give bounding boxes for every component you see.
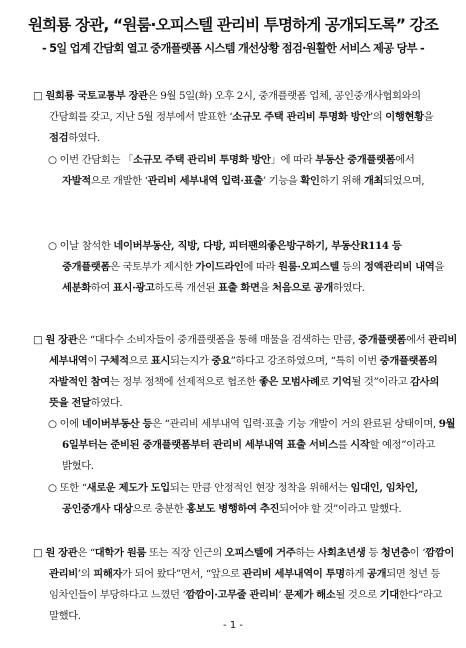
paragraph-service-launch [48,414,460,477]
body-text: 이에 [59,418,82,430]
body-text: 이번 간담회는 「 [59,154,133,166]
body-text: ’의 [369,111,386,123]
emphasized-text: 점검 [49,132,69,144]
emphasized-text: 표출 화면 [217,282,260,294]
body-text: 등 [365,547,381,559]
body-text: 으로 개발한 ‘ [90,175,148,187]
body-text: 하기 위해 [319,175,364,187]
body-text: ’ 기능을 [262,175,301,187]
paragraph-platform-disclosure [48,236,460,299]
square-bullet-icon: □ [33,547,43,559]
emphasized-text: 이행현황 [385,111,424,123]
emphasized-text: 기억 [332,376,352,388]
emphasized-text: 오피스텔에 거주 [224,547,296,559]
body-text: 은 9월 5일(화) 오후 2시, 중개플랫폼 업체, 공인중개사협회와의 간담회를 갖고, 지난 5월 정부에서 발표한 ‘ [49,90,421,123]
emphasized-text: 새로운 제도가 도입 [86,482,170,494]
emphasized-text: 자발적 [62,175,91,187]
paragraph-meeting-summary [33,86,461,149]
emphasized-text: 감사의 뜻을 전달 [49,376,439,409]
body-text: 으로 [128,355,151,367]
body-text: 할 예정”이라고 밝혔다. [62,439,435,472]
body-text: 되는 만큼 안정적인 현장 정착을 위해서는 [169,482,351,494]
body-text: 한다”라고 말했다. [49,589,443,622]
emphasized-text: 피해자 [93,568,123,580]
body-text: 을 [434,261,445,273]
body-text: 하였다. [68,132,100,144]
body-text: 될 것으로 [335,589,380,601]
emphasized-text: 사회초년생 [317,547,366,559]
emphasized-text: 깜깜이 관리비 [49,547,454,580]
emphasized-text: 중개플랫폼의 자발적인 참여 [49,355,438,388]
emphasized-text: 표시·광고 [112,282,155,294]
emphasized-text: 홍보도 병행하여 추진 [186,503,280,515]
emphasized-text: 좋은 모범사례 [258,376,320,388]
paragraph-meeting-purpose [48,150,460,192]
body-text: 은 “ [77,547,95,559]
body-text: 」에 따라 [270,154,316,166]
emphasized-text: 관리비 세부내역 [49,334,458,367]
emphasized-text: 중개플랫폼 [358,334,407,346]
paragraph-minister-remarks [33,330,461,414]
body-text: 하는 [295,547,318,559]
emphasized-text: 공개 [367,568,387,580]
emphasized-text: 개최 [363,175,384,187]
emphasized-text: 깜깜이·고무줄 관리비 [185,589,279,601]
body-text: 으로 충분한 [132,503,187,515]
circle-bullet-icon: ○ [48,240,57,252]
body-text: 될 것”이라고 [351,376,411,388]
circle-bullet-icon: ○ [48,154,57,166]
body-text: 을 [423,111,434,123]
emphasized-text: 세분화 [62,282,91,294]
emphasized-text: 청년층 [380,547,410,559]
body-text: 를 [337,439,351,451]
emphasized-text: 원 장관 [45,547,78,559]
emphasized-text: 관리비 세부내역 입력·표출 [147,175,263,187]
body-text: 이 ‘ [409,547,426,559]
emphasized-text: 중요 [211,355,231,367]
circle-bullet-icon: ○ [48,418,57,430]
square-bullet-icon: □ [33,334,43,346]
emphasized-text: 부동산 중개플랫폼 [315,154,396,166]
document-title: 원희룡 장관, “원룸·오피스텔 관리비 투명하게 공개되도록” 강조 [27,16,438,34]
emphasized-text: 네이버부동산, 직방, 다방, 피터팬의좋은방구하기, 부동산R114 등 중개플랫폼 [62,240,402,273]
body-text: ’ [278,589,285,601]
emphasized-text: 기대 [379,589,399,601]
emphasized-text: 구체적 [99,355,129,367]
emphasized-text: 가이드라인 [195,261,244,273]
document-subtitle: - 5일 업계 간담회 열고 중개플랫폼 시스템 개선상황 점검·원활한 서비스 제공 당부 - [42,42,424,55]
emphasized-text: 시작 [350,439,370,451]
body-text: 되어야 할 것”이라고 말했다. [279,503,402,515]
body-text: 되는지가 [170,355,212,367]
body-text: 하였다. [90,397,123,409]
emphasized-text: 관리비 세부내역이 투명 [242,568,345,580]
emphasized-text: 네이버부동산 등 [81,418,153,430]
body-text: 은 국토부가 제시한 [109,261,196,273]
emphasized-text: 원희룡 국토교통부 장관 [45,90,148,102]
emphasized-text: 확인 [300,175,320,187]
body-text: ’의 [77,568,94,580]
emphasized-text: 임대인, 임차인, 공인중개사 대상 [62,482,418,515]
body-text: 하여 [90,282,113,294]
body-text: 하도록 개선된 [154,282,218,294]
body-text: 또한 “ [59,482,87,494]
body-text: ”하다고 강조하였으며, “특히 이번 [230,355,380,367]
body-text: 이 [87,355,100,367]
emphasized-text: 원룸·오피스텔 [278,261,339,273]
emphasized-text: 소규모 주택 관리비 투명화 방안 [132,154,271,166]
body-text: 에서 [395,154,415,166]
emphasized-text: 9월 6일부터는 준비된 중개플랫폼부터 관리비 세부내역 표출 서비스 [62,418,456,451]
body-text: 되면 청년 등 임차인들이 부당하다고 느꼈던 ‘ [49,568,441,601]
body-text: 로 [319,376,333,388]
page-number: - 1 - [223,620,243,631]
body-text: 되었으며, [383,175,425,187]
emphasized-text: 정액관리비 내역 [364,261,435,273]
square-bullet-icon: □ [33,90,43,102]
emphasized-text: 소규모 주택 관리비 투명화 방안 [232,111,370,123]
emphasized-text: 원 장관 [45,334,78,346]
emphasized-text: 문제가 해소 [284,589,336,601]
body-text: 을 [259,282,273,294]
body-text: 은 “대다수 소비자들이 중개플랫폼을 통해 매물을 검색하는 만큼, [77,334,359,346]
body-text: 등의 [338,261,365,273]
paragraph-minister-closing [33,543,461,627]
emphasized-text: 표시 [150,355,171,367]
emphasized-text: 처음으로 공개 [272,282,333,294]
body-text: 은 “관리비 세부내역 입력·표출 기능 개발이 거의 완료된 상태이며, [152,418,439,430]
body-text: 하게 [344,568,368,580]
body-text: 가 되어 왔다”면서, “앞으로 [122,568,243,580]
body-text: 또는 직장 인근의 [146,547,225,559]
body-text: 는 정부 정책에 선제적으로 협조한 [109,376,259,388]
circle-bullet-icon: ○ [48,482,57,494]
body-text: 이날 참석한 [59,240,114,252]
body-text: 에 따라 [243,261,279,273]
paragraph-promotion-request [48,478,460,520]
emphasized-text: 대학가 원룸 [94,547,147,559]
body-text: 하였다. [332,282,365,294]
body-text: 에서 [406,334,429,346]
